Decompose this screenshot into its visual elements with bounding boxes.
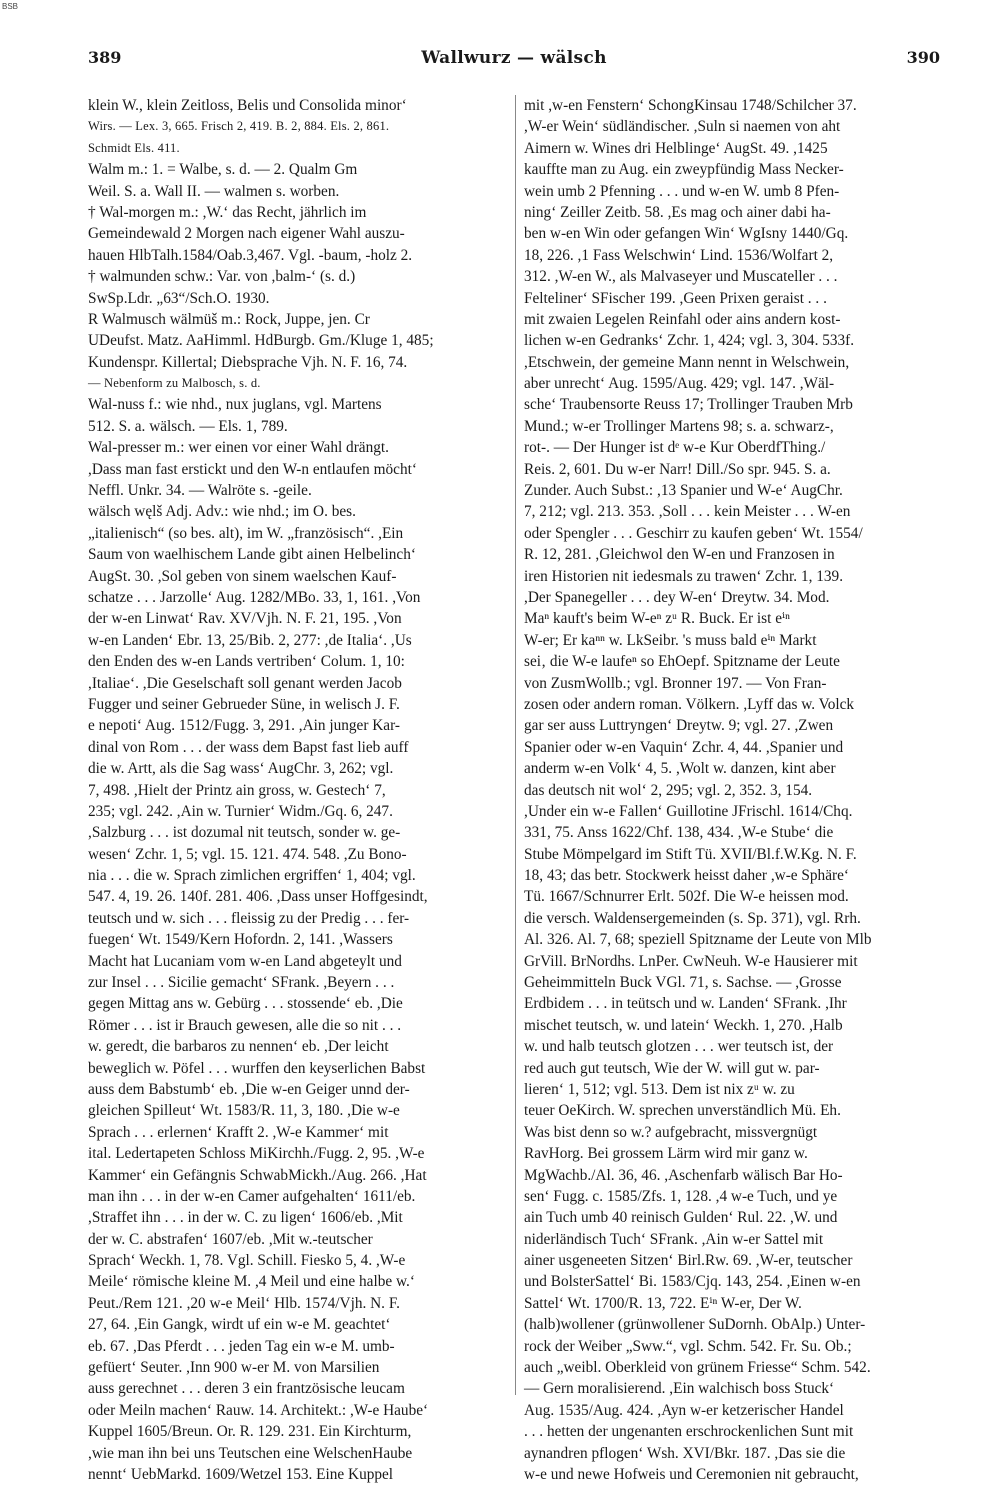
text-line: Wal-nuss f.: wie nhd., nux juglans, vgl. Martens (88, 396, 382, 414)
text-line: zosen oder andern roman. Völkern. ,Lyff das w. Volck (524, 695, 855, 713)
text-line: hauen HlbTalh.1584/Oab.3,467. Vgl. -baum, -holz 2. (88, 246, 413, 264)
text-line: das deutsch nit wol‘ 2, 295; vgl. 2, 352. 3, 154. (524, 781, 813, 799)
text-line: Sprach‘ Weckh. 1, 78. Vgl. Schill. Fiesko 5, 4. ,W-e (88, 1252, 406, 1270)
text-line: kauffte man zu Aug. ein zweypfündig Mass Necker- (524, 161, 844, 179)
text-line: w. geredt, die barbaros zu nennen‘ eb. ,Der leicht (88, 1038, 389, 1056)
right-column (524, 95, 946, 1483)
text-line: die w. Artt, als die Sag wass‘ AugChr. 3, 262; vgl. (88, 760, 394, 778)
text-line: Fugger und seiner Gebrueder Süne, in welisch J. F. (88, 695, 400, 713)
text-line: ,Under ein w-e Fallen‘ Guillotine JFrischl. 1614/Chq. (524, 802, 853, 820)
text-line: GrVill. BrNordhs. LnPer. CwNeuh. W-e Hausierer mit (524, 952, 858, 970)
text-line: UDeufst. Matz. AaHimml. HdBurgb. Gm./Kluge 1, 485; (88, 332, 434, 350)
text-line: ,Der Spanegeller . . . dey W-en‘ Dreytw. 34. Mod. (524, 588, 830, 606)
text-line: rot-. — Der Hunger ist dᵉ w-e Kur OberdfThing./ (524, 439, 826, 457)
column-divider (515, 95, 516, 1395)
text-line: lieren‘ 1, 512; vgl. 513. Dem ist nix zᵘ w. zu (524, 1080, 795, 1098)
text-line: rock der Weiber „Sww.“, vgl. Schm. 542. Fr. Su. Ob.; (524, 1337, 852, 1355)
text-line: — Gern moralisierend. ,Ein walchisch boss Stuck‘ (524, 1380, 835, 1398)
text-line: ainer usgeneeten Sitzen‘ Birl.Rw. 69. ,W-er, teutscher (524, 1252, 853, 1270)
page-number-right: 390 (906, 48, 940, 67)
text-line: und BolsterSattel‘ Bi. 1583/Cjq. 143, 254. ,Einen w-en (524, 1273, 861, 1291)
text-line: mit ,w-en Fenstern‘ SchongKinsau 1748/Schilcher 37. (524, 97, 857, 114)
text-line: aber unrecht‘ Aug. 1595/Aug. 429; vgl. 147. ,Wäl- (524, 375, 835, 393)
text-line: ,wie man ihn bei uns Teutschen eine WelschenHaube (88, 1444, 413, 1462)
text-line: wein umb 2 Pfenning . . . und w-en W. umb 8 Pfen- (524, 182, 840, 200)
text-line: oder Meiln machen‘ Rauw. 14. Architekt.: ,W-e Haube‘ (88, 1401, 429, 1419)
text-line: gleichen Spilleut‘ Wt. 1583/R. 11, 3, 180. ,Die w-e (88, 1102, 400, 1120)
text-line: sen‘ Fugg. c. 1585/Zfs. 1, 128. ,4 w-e Tuch, und ye (524, 1187, 838, 1205)
text-line: ,Salzburg . . . ist dozumal nit teutsch, sonder w. ge- (88, 824, 401, 842)
text-line: klein W., klein Zeitloss, Belis und Consolida minor‘ (88, 97, 407, 114)
text-line: auss gerechnet . . . deren 3 ein frantzösische leucam (88, 1380, 405, 1398)
text-line: aynandren pflogen‘ Wsh. XVI/Bkr. 187. ,Das sie die (524, 1444, 846, 1462)
text-line: ning‘ Zeiller Zeitb. 58. ,Es mag och ainer dabi ha- (524, 203, 831, 221)
text-line: Felteliner‘ SFischer 199. ,Geen Prixen geraist . . . (524, 289, 827, 307)
text-line: Meile‘ römische kleine M. ,4 Meil und eine halbe w.‘ (88, 1273, 415, 1291)
text-line: ,Italiae‘. ,Die Geselschaft soll genant werden Jacob (88, 674, 402, 692)
text-line: 18, 43; das betr. Stockwerk heisst daher ,w-e Sphäre‘ (524, 867, 849, 885)
text-line: gegen Mittag ans w. Gebürg . . . stossende‘ eb. ,Die (88, 995, 403, 1013)
library-stamp: BSB (2, 2, 19, 11)
text-line: . . . hetten der ungenanten erschrockenlichen Sunt mit (524, 1423, 854, 1441)
text-line: Zunder. Auch Subst.: ,13 Spanier und W-e‘ AugChr. (524, 482, 843, 500)
text-line: 331, 75. Anss 1622/Chf. 138, 434. ,W-e Stube‘ die (524, 824, 834, 842)
text-line: Peut./Rem 121. ,20 w-e Meil‘ Hlb. 1574/Vjh. N. F. (88, 1294, 400, 1312)
text-line: 27, 64. ,Ein Gangk, wirdt uf ein w-e M. geachtet‘ (88, 1316, 391, 1334)
text-line: 7, 212; vgl. 213. 353. ,Soll . . . kein Meister . . . W-en (524, 503, 851, 521)
text-line: Erdbidem . . . in teütsch und w. Landen‘ SFrank. ,Ihr (524, 995, 847, 1013)
text-line: ,Straffet ihn . . . in der w. C. zu ligen‘ 1606/eb. ,Mit (88, 1209, 403, 1227)
text-line: Sattel‘ Wt. 1700/R. 13, 722. Eⁱⁿ W-er, Der W. (524, 1294, 802, 1312)
text-line: niderländisch Tuch‘ SFrank. ,Ain w-er Sattel mit (524, 1230, 824, 1248)
text-line: mischet teutsch, w. und latein‘ Weckh. 1, 270. ,Halb (524, 1016, 843, 1034)
text-line: † Wal-morgen m.: ,W.‘ das Recht, jährlich im (88, 203, 367, 221)
text-line: zur Insel . . . Sicilie gemacht‘ SFrank. ,Beyern . . . (88, 974, 395, 992)
text-line: Neffl. Unkr. 34. — Walröte s. -geile. (88, 482, 312, 500)
text-line: ben w-en Win oder gefangen Win‘ WgIsny 1440/Gq. (524, 225, 849, 243)
text-line: gefüert‘ Seuter. ,Inn 900 w-er M. von Marsilien (88, 1359, 380, 1377)
text-line: † walmunden schw.: Var. von ,balm-‘ (s. d.) (88, 268, 356, 286)
text-line: die versch. Waldensergemeinden (s. Sp. 371), vgl. Rrh. (524, 909, 861, 927)
text-line: anderm w-en Volk‘ 4, 5. ,Wolt w. danzen, kint aber (524, 760, 836, 778)
text-line: Tü. 1667/Schnurrer Erlt. 502f. Die W-e heissen mod. (524, 888, 849, 906)
text-line: man ihn . . . in der w-en Camer aufgehalten‘ 1611/eb. (88, 1187, 416, 1205)
left-column (88, 95, 510, 1483)
text-line: fuegen‘ Wt. 1549/Kern Hofordn. 2, 141. ,Wassers (88, 931, 393, 949)
text-line: Was bist denn so w.? aufgebracht, missvergnügt (524, 1123, 818, 1141)
text-line: Kundenspr. Killertal; Diebsprache Vjh. N. F. 16, 74. (88, 353, 408, 371)
text-line: RavHorg. Bei grossem Lärm wird mir ganz w. (524, 1145, 808, 1163)
text-line: 235; vgl. 242. ,Ain w. Turnier‘ Widm./Gq. 6, 247. (88, 802, 393, 820)
text-line: gar ser auss Luttryngen‘ Dreytw. 9; vgl. 27. ,Zwen (524, 717, 834, 735)
text-line: wälsch węlš Adj. Adv.: wie nhd.; im O. bes. (88, 503, 356, 521)
text-line: e nepoti‘ Aug. 1512/Fugg. 3, 291. ,Ain junger Kar- (88, 717, 400, 735)
text-line: (halb)wollener (grünwollener SuDornh. ObAlp.) Unter- (524, 1316, 866, 1334)
text-line: sei‚ die W-e laufeⁿ so EhOepf. Spitzname der Leute (524, 653, 840, 671)
text-line: lichen w-en Gedranks‘ Zchr. 1, 424; vgl. 3, 304. 533f. (524, 332, 855, 350)
text-line: nia . . . die w. Sprach zimlichen ergriffen‘ 1, 404; vgl. (88, 867, 416, 885)
text-line: Reis. 2, 601. Du w-er Narr! Dill./So spr. 945. S. a. (524, 460, 831, 478)
text-line: oder Spengler . . . Geschirr zu kaufen geben‘ Wt. 1554/ (524, 524, 863, 542)
text-line: sche‘ Traubensorte Reuss 17; Trollinger Trauben Mrb (524, 396, 853, 414)
text-line: eb. 67. ,Das Pferdt . . . jeden Tag ein w-e M. umb- (88, 1337, 395, 1355)
text-line: Aug. 1535/Aug. 424. ,Ayn w-er ketzerischer Handel (524, 1401, 844, 1419)
text-line: von ZusmWollb.; vgl. Bronner 197. — Von Fran- (524, 674, 827, 692)
text-line: — Nebenform zu Malbosch, s. d. (88, 376, 261, 391)
text-line: dinal von Rom . . . der wass dem Bapst fast lieb auff (88, 738, 409, 756)
text-line: Kuppel 1605/Breun. Or. R. 129. 231. Ein Kirchturm, (88, 1423, 412, 1441)
text-line: wesen‘ Zchr. 1, 5; vgl. 15. 121. 474. 548. ,Zu Bono- (88, 845, 407, 863)
text-line: R Walmusch wälmüš m.: Rock, Juppe, jen. Cr (88, 310, 370, 328)
text-line: ital. Ledertapeten Schloss MiKirchh./Fugg. 2, 95. ,W-e (88, 1145, 425, 1163)
text-line: Geheimmitteln Buck VGl. 71, s. Sachse. — ,Grosse (524, 974, 842, 992)
text-line: 312. ,W-en W., als Malvaseyer und Muscateller . . . (524, 268, 838, 286)
text-line: den Enden des w-en Lands vertriben‘ Colum. 1, 10: (88, 653, 405, 671)
text-line: auss dem Babstumb‘ eb. ,Die w-en Geiger unnd der- (88, 1080, 410, 1098)
text-line: iren Historien nit iedesmals zu trawen‘ Zchr. 1, 139. (524, 567, 844, 585)
text-line: Mund.; w-er Trollinger Martens 98; s. a. schwarz-, (524, 417, 834, 435)
text-line: der w. C. abstrafen‘ 1607/eb. ,Mit w.-teutscher (88, 1230, 373, 1248)
text-line: Weil. S. a. Wall II. — walmen s. worben. (88, 182, 340, 200)
text-line: beweglich w. Pöfel . . . wurffen den keyserlichen Babst (88, 1059, 426, 1077)
text-line: Stube Mömpelgard im Stift Tü. XVII/Bl.f.W.Kg. N. F. (524, 845, 857, 863)
text-line: Saum von waelhischem Lande gibt ainen Helbelinch‘ (88, 546, 416, 564)
page-number-left: 389 (88, 48, 122, 67)
text-line: SwSp.Ldr. „63“/Sch.O. 1930. (88, 289, 270, 307)
text-line: ,Etschwein, der gemeine Mann nennt in Welschwein, (524, 353, 850, 371)
text-line: Spanier oder w-en Vaquin‘ Zchr. 4, 44. ,Spanier und (524, 738, 844, 756)
text-line: 512. S. a. wälsch. — Els. 1, 789. (88, 417, 288, 435)
text-line: red auch gut teutsch, Wie der W. will gut w. par- (524, 1059, 820, 1077)
text-line: W-er; Er kaⁿⁿ w. LkSeibr. 's muss bald eⁱⁿ Markt (524, 631, 817, 649)
text-line: w-en Landen‘ Ebr. 13, 25/Bib. 2, 277: ,de Italia‘. ,Us (88, 631, 412, 649)
text-line: Römer . . . ist ir Brauch gewesen, alle die so nit . . . (88, 1016, 402, 1034)
text-line: teutsch und w. sich . . . fleissig zu der Predig . . . fer- (88, 909, 410, 927)
text-line: schatze . . . Jarzolle‘ Aug. 1282/MBo. 33, 1, 161. ,Von (88, 588, 421, 606)
text-line: mit zwaien Legelen Reinfahl oder ains andern kost- (524, 310, 841, 328)
text-line: MgWachb./Al. 36, 46. ,Aschenfarb wälisch Bar Ho- (524, 1166, 843, 1184)
text-line: 7, 498. ,Hielt der Printz ain gross, w. Gestech‘ 7, (88, 781, 386, 799)
text-line: Maⁿ kauft's beim W-eⁿ zᵘ R. Buck. Er ist eⁱⁿ (524, 610, 790, 628)
text-line: 18, 226. ,1 Fass Welschwin‘ Lind. 1536/Wolfart 2, (524, 246, 834, 264)
text-line: Aimern w. Wines dri Helblinge‘ AugSt. 49. ,1425 (524, 139, 828, 157)
text-line: ain Tuch umb 40 reinisch Gulden‘ Rul. 22. ,W. und (524, 1209, 838, 1227)
text-line: der w-en Linwat‘ Rav. XV/Vjh. N. F. 21, 195. ,Von (88, 610, 402, 628)
text-line: Al. 326. Al. 7, 68; speziell Spitzname der Leute von Mlb (524, 931, 872, 949)
text-line: w. und halb teutsch glotzen . . . wer teutsch ist, der (524, 1038, 834, 1056)
text-line: AugSt. 30. ,Sol geben von sinem waelschen Kauf- (88, 567, 397, 585)
text-line: Walm m.: 1. = Walbe, s. d. — 2. Qualm Gm (88, 161, 358, 179)
text-line: w-e und newe Hofweis und Ceremonien nit gebraucht, (524, 1466, 859, 1483)
text-line: teuer OeKirch. W. sprechen unverständlich Mü. Eh. (524, 1102, 841, 1120)
text-line: Wal-presser m.: wer einen vor einer Wahl drängt. (88, 439, 389, 457)
text-line: Schmidt Els. 411. (88, 140, 180, 155)
text-line: Kammer‘ ein Gefängnis SchwabMickh./Aug. 266. ,Hat (88, 1166, 427, 1184)
text-line: „italienisch“ (so bes. alt), im W. „französisch“. ,Ein (88, 524, 404, 542)
text-line: 547. 4, 19. 26. 140f. 281. 406. ,Dass unser Hoffgesindt, (88, 888, 428, 906)
running-head: Wallwurz — wälsch (421, 48, 607, 68)
text-line: Macht hat Lucaniam vom w-en Land abgeteylt und (88, 952, 402, 970)
text-line: nennt‘ UebMarkd. 1609/Wetzel 153. Eine Kuppel (88, 1466, 394, 1483)
text-line: R. 12, 281. ,Gleichwol den W-en und Franzosen in (524, 546, 835, 564)
text-line: Wirs. — Lex. 3, 665. Frisch 2, 419. B. 2, 884. Els. 2, 861. (88, 119, 390, 134)
text-line: ,Dass man fast erstickt und den W-n entlaufen möcht‘ (88, 460, 417, 478)
text-line: auch „weibl. Oberkleid von grünem Friesse“ Schm. 542. (524, 1359, 871, 1377)
text-line: ,W-er Wein‘ südländischer. ,Suln si naemen von aht (524, 118, 841, 136)
text-line: Sprach . . . erlernen‘ Krafft 2. ,W-e Kammer‘ mit (88, 1123, 389, 1141)
text-line: Gemeindewald 2 Morgen nach eigener Wahl auszu- (88, 225, 405, 243)
page-header (88, 48, 940, 72)
